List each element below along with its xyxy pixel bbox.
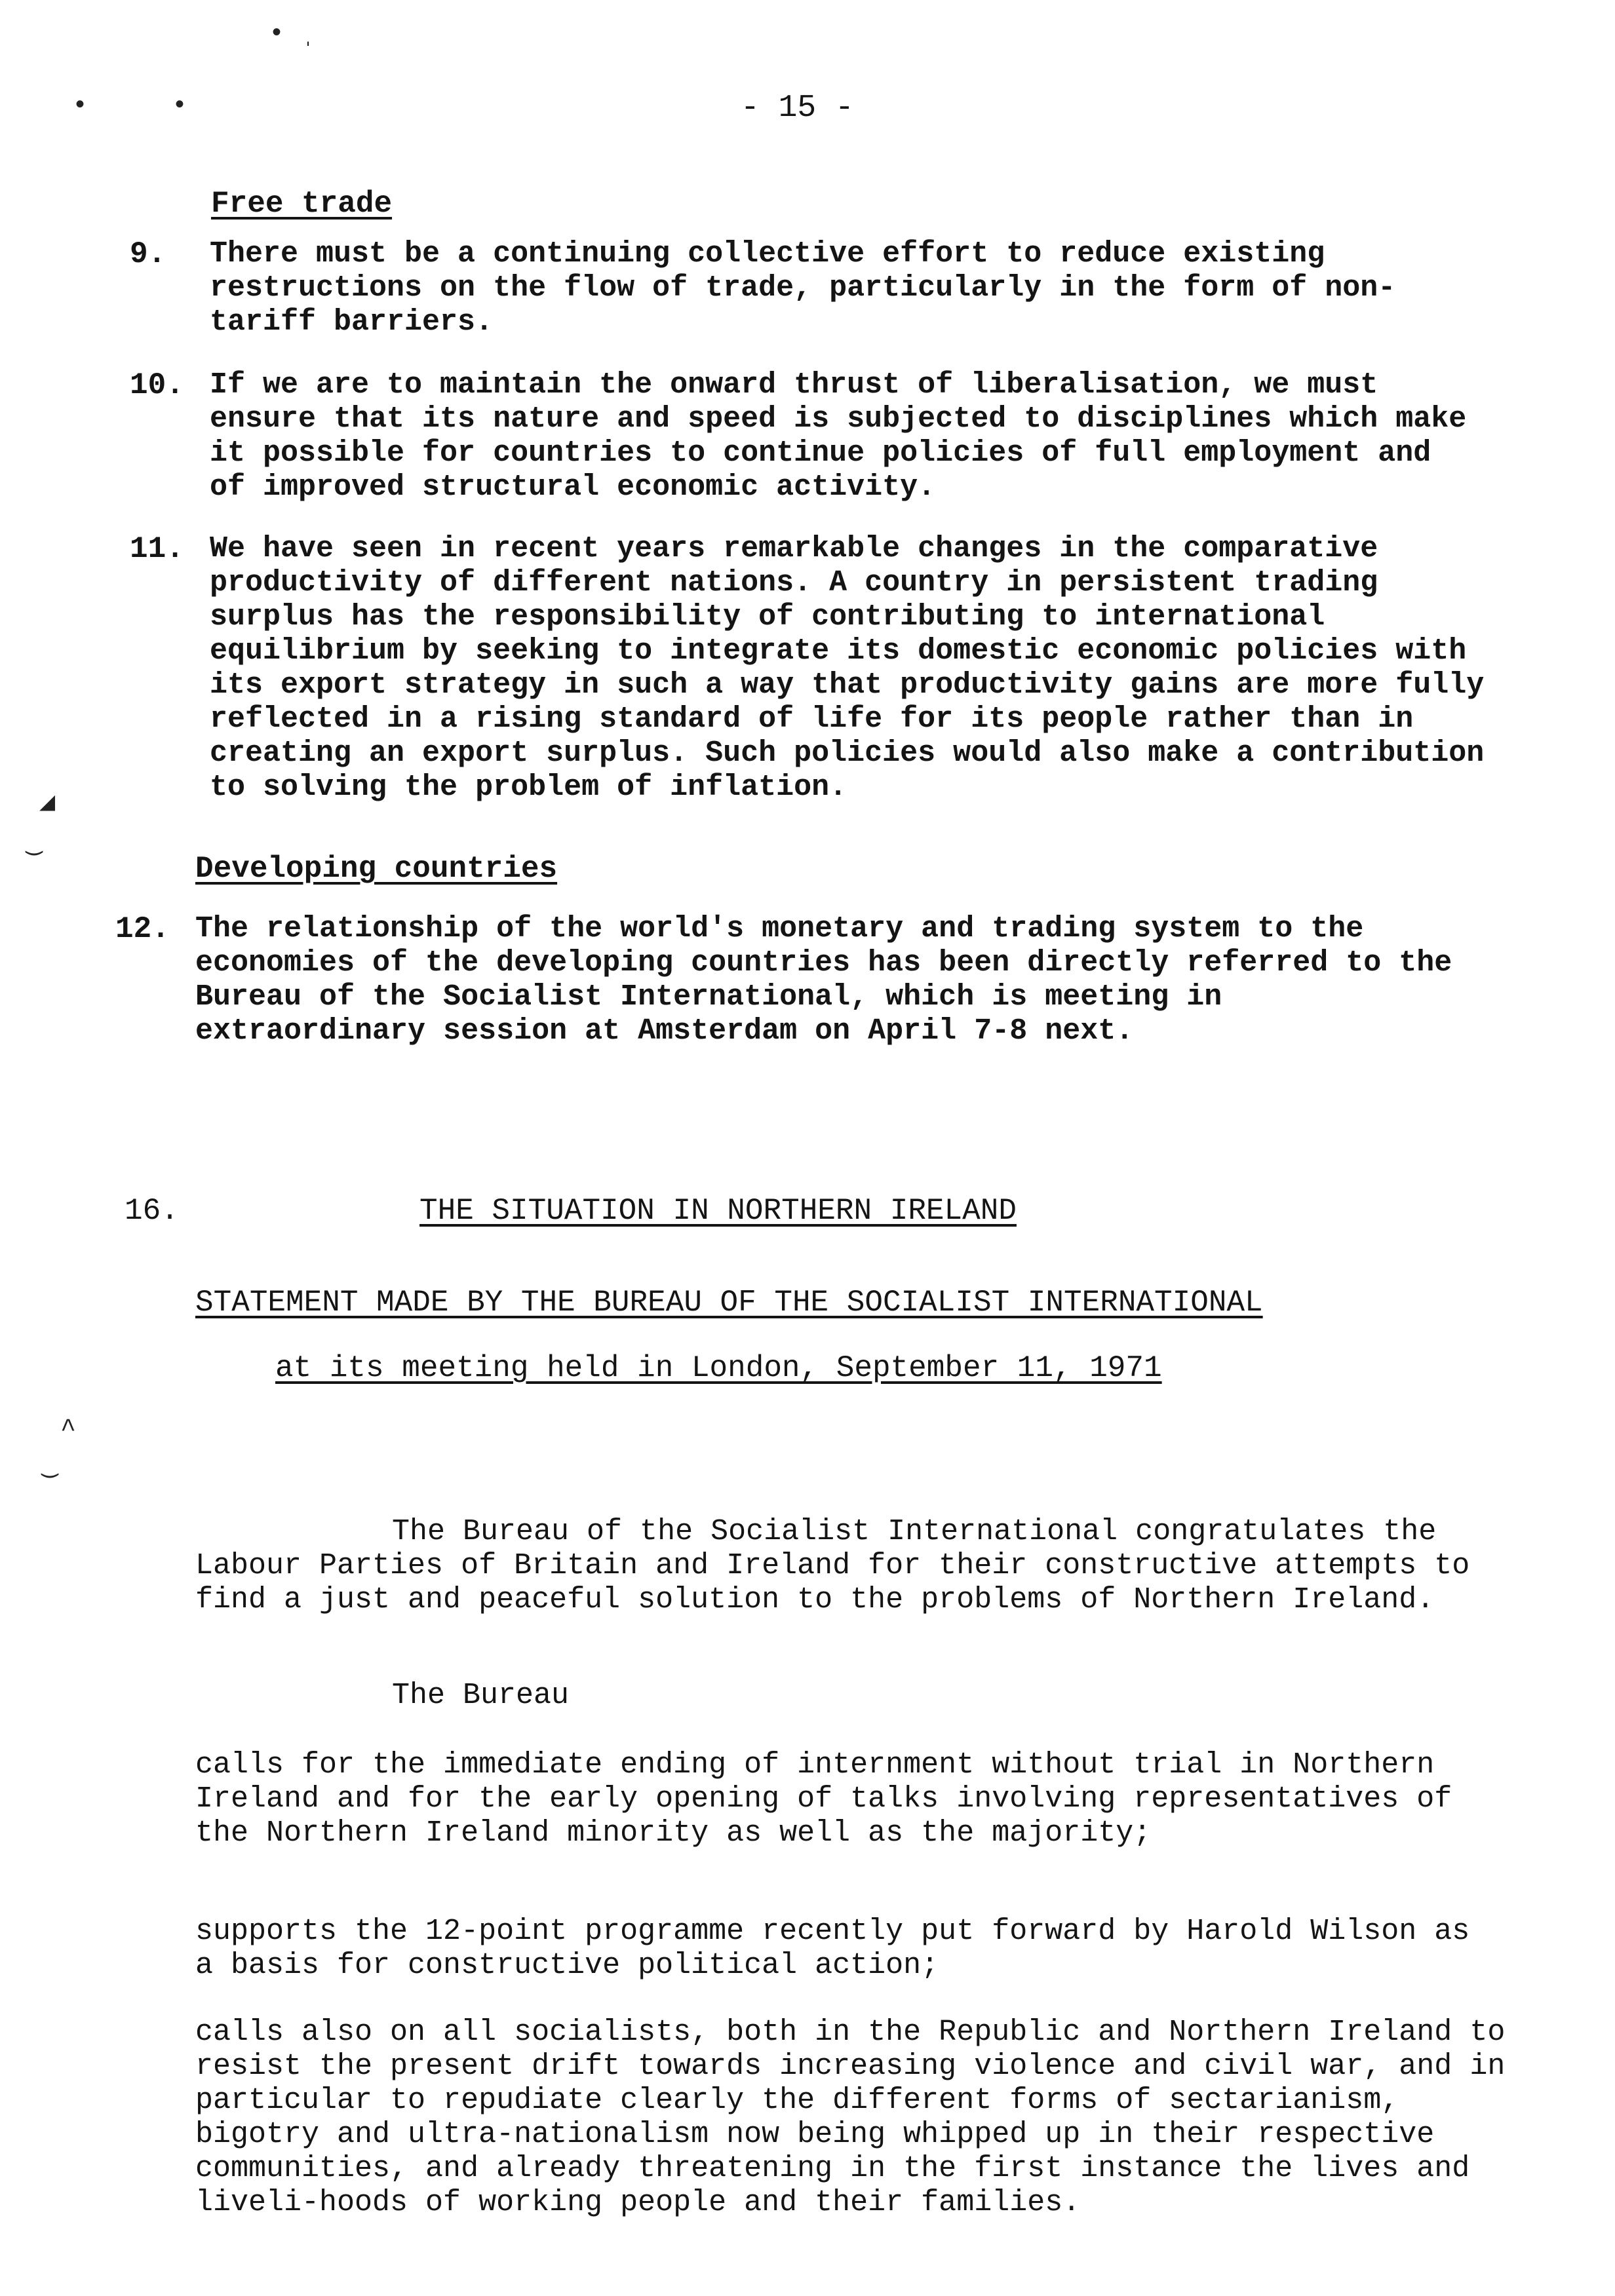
statement-date-line: at its meeting held in London, September 11, 1971 xyxy=(275,1351,1162,1385)
item-number: 12. xyxy=(115,912,170,946)
scan-mark: ◢ xyxy=(39,789,56,818)
bureau-label: The Bureau xyxy=(392,1679,570,1712)
section-heading-developing-countries: Developing countries xyxy=(195,852,558,886)
item-number: 9. xyxy=(130,237,166,271)
section-number: 16. xyxy=(125,1194,179,1228)
scan-mark: • xyxy=(172,92,188,121)
scan-mark: • ˌ xyxy=(269,20,317,49)
section-heading-free-trade: Free trade xyxy=(211,187,393,221)
resolution-point: supports the 12-point programme recently put forward by Harold Wilson as a basis for constructive political action; xyxy=(195,1915,1470,1982)
item-paragraph: The relationship of the world's monetary and trading system to the economies of the developing countries has been directly referred to the Bureau of the Socialist International, which is meeting in extraordinary session at Amsterdam on April 7-8 next. xyxy=(195,912,1452,1048)
scan-mark: ‿ xyxy=(42,1451,58,1480)
item-number: 11. xyxy=(130,532,184,566)
scan-mark: • xyxy=(72,92,88,121)
scan-mark: ‿ xyxy=(26,828,43,858)
page-number: - 15 - xyxy=(741,90,854,126)
scan-mark: ^ xyxy=(60,1415,77,1445)
item-paragraph: If we are to maintain the onward thrust of liberalisation, we must ensure that its nature and speed is subjected to disciplines which make it possible for countries to continue policies of full employment and of improved structural economic activity. xyxy=(210,368,1467,504)
resolution-point: calls for the immediate ending of internment without trial in Northern Ireland and for the early opening of talks involving representatives of the Northern Ireland minority as well as the majority; xyxy=(195,1748,1452,1850)
item-number: 10. xyxy=(130,368,184,402)
resolution-point: calls also on all socialists, both in the Republic and Northern Ireland to resist the present drift towards increasing violence and civil war, and in particular to repudiate clearly the different forms of sectarianism, bigotry and ultra-nationalism now being whipped up in their respective communities, and already threatening in the first instance the lives and liveli-hoods of working people and their families. xyxy=(195,2016,1506,2219)
section-title: THE SITUATION IN NORTHERN IRELAND xyxy=(419,1194,1017,1228)
statement-subtitle: STATEMENT MADE BY THE BUREAU OF THE SOCIALIST INTERNATIONAL xyxy=(195,1286,1263,1320)
item-paragraph: There must be a continuing collective effort to reduce existing restructions on the flow of trade, particularly in the form of non-tariff barriers. xyxy=(210,237,1396,339)
item-paragraph: We have seen in recent years remarkable changes in the comparative productivity of different nations. A country in persistent trading surplus has the responsibility of contributing to international equilibrium by seeking to integrate its domestic economic policies with its export strategy in such a way that productivity gains are more fully reflected in a rising standard of life for its people rather than in creating an export surplus. Such policies would also make a contribution to solving the problem of inflation. xyxy=(210,532,1485,804)
intro-paragraph: The Bureau of the Socialist International congratulates the Labour Parties of Britain and Ireland for their constructive attempts to find a just and peaceful solution to the problems of Northern Ireland. xyxy=(195,1515,1470,1617)
